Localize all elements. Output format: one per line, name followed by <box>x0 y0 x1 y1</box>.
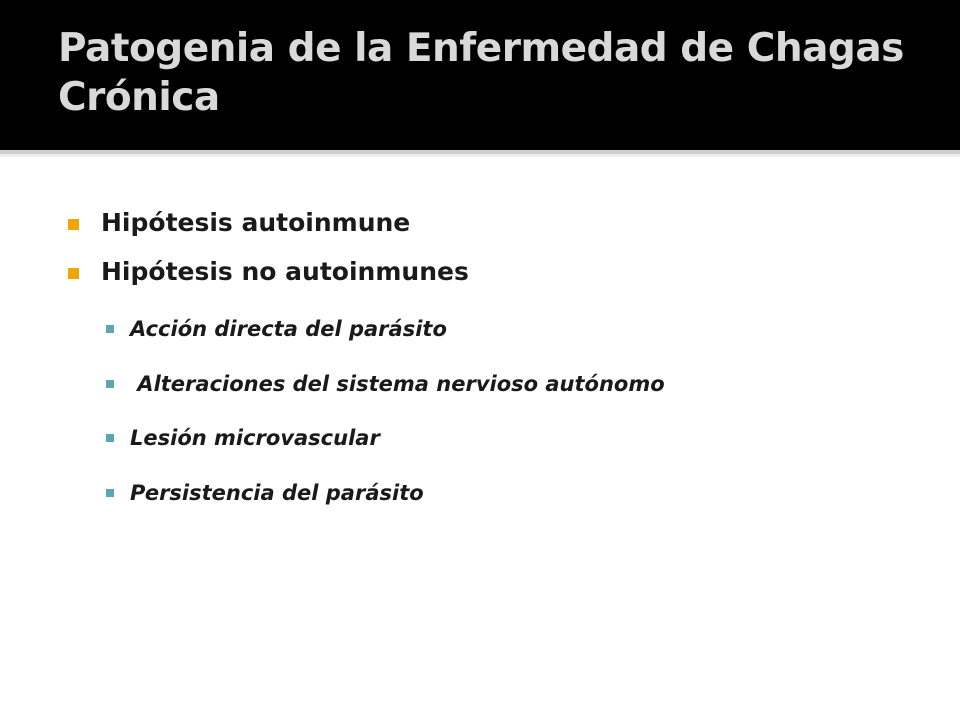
sub-bullet-marker-icon <box>106 434 114 442</box>
sub-bullet-marker-icon <box>106 325 114 333</box>
sub-bullet-lesion-microvascular: Lesión microvascular <box>130 426 380 450</box>
sub-bullet-alteraciones: Alteraciones del sistema nervioso autónomo <box>130 372 665 396</box>
bullet-text-autoinmune: Hipótesis autoinmune <box>101 208 411 237</box>
title-bar <box>0 0 960 150</box>
bullet-text-no-autoinmunes: Hipótesis no autoinmunes <box>101 257 469 286</box>
sub-bullet-persistencia: Persistencia del parásito <box>130 481 424 505</box>
sub-bullet-accion-directa: Acción directa del parásito <box>130 317 447 341</box>
sub-bullet-marker-icon <box>106 489 114 497</box>
sub-bullet-marker-icon <box>106 380 114 388</box>
bullet-marker-icon <box>68 219 79 230</box>
bullet-marker-icon <box>68 268 79 279</box>
title-divider-highlight <box>0 154 960 157</box>
slide-title: Patogenia de la Enfermedad de Chagas Crónica <box>58 26 904 120</box>
